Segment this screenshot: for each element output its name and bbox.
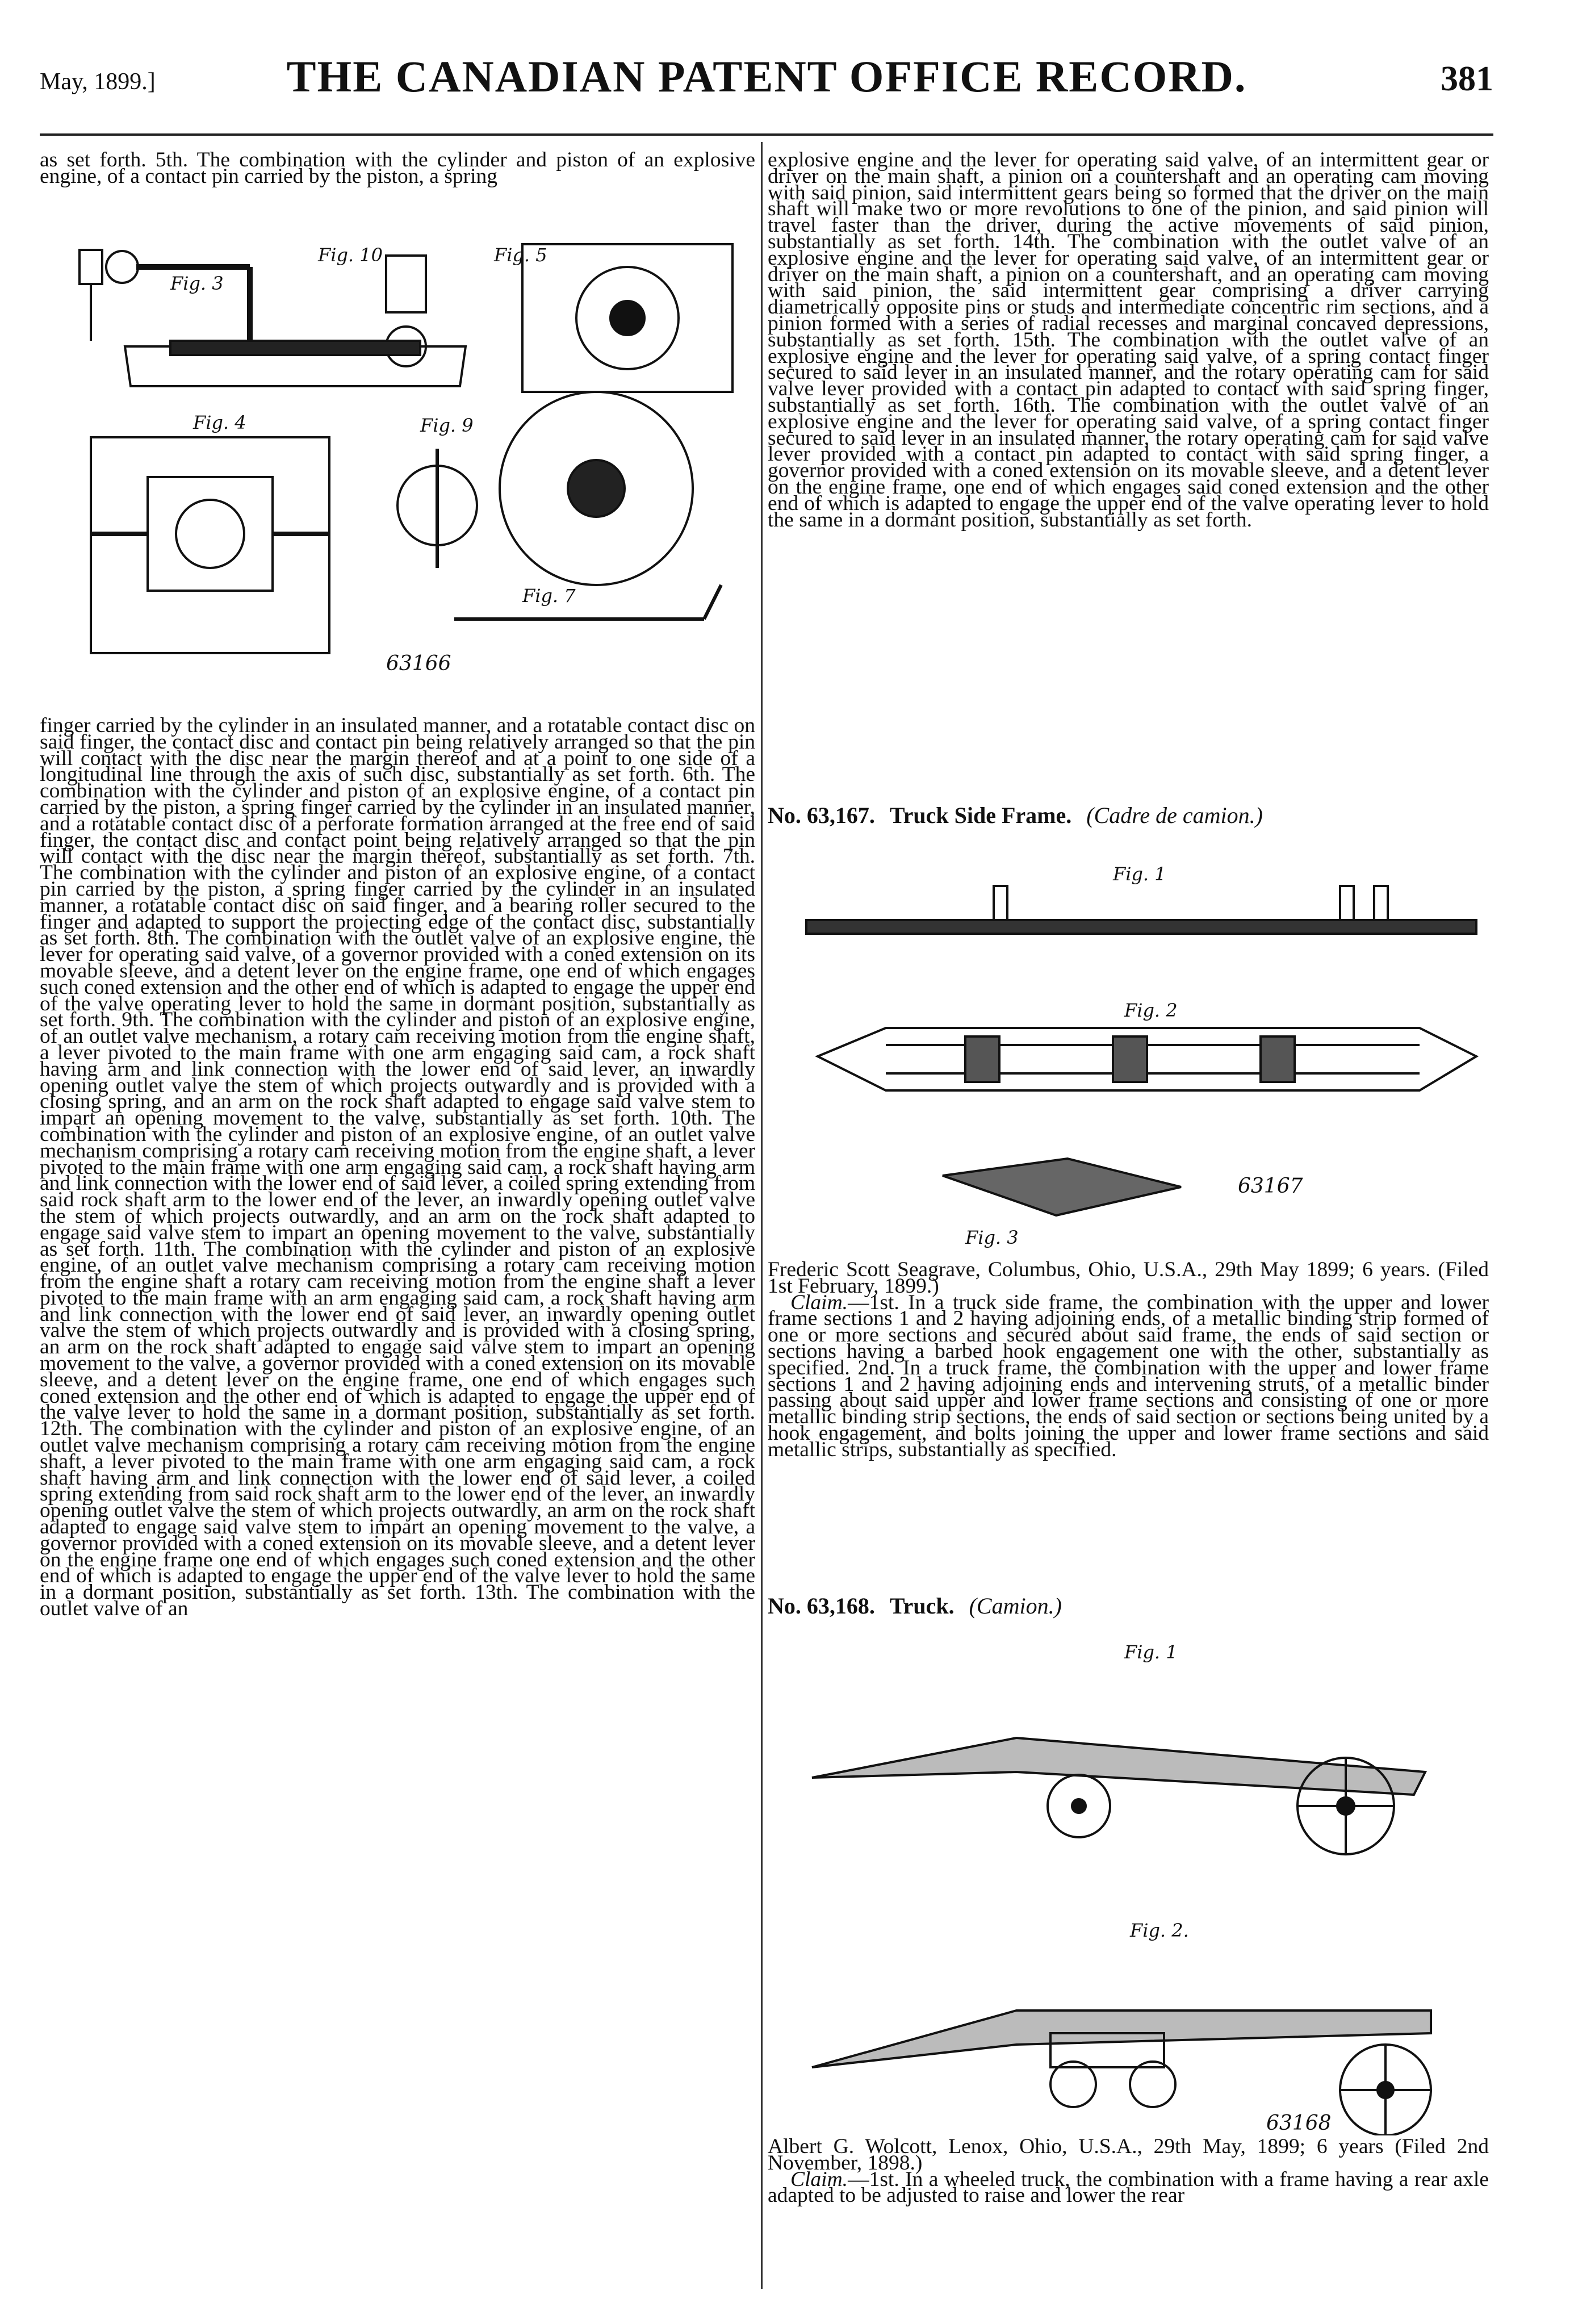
fig-label: Fig. 9 bbox=[420, 415, 474, 436]
fig-label: Fig. 10 bbox=[318, 244, 383, 266]
left-column-top-text bbox=[40, 148, 755, 188]
patent-heading bbox=[768, 1592, 1062, 1619]
truck-figure bbox=[789, 1636, 1493, 2135]
claim-text: —1st. In a wheeled truck, the combination with a frame having a rear axle adapted to be adjusted to raise and lower the rear bbox=[768, 2167, 1489, 2208]
fig-label: Fig. 1 bbox=[1113, 863, 1166, 885]
claims-continuation: explosive engine and the lever for operating said valve, of an intermittent gear or driver on the main shaft, a pinion on a countershaft and an operating cam moving with said pinion, said intermittent gears being so formed that the driver on the main shaft will make two or more revolutions to one of the pinion, and said pinion will travel faster than the driver, during the active movements of said pinion, substantially as set forth. 14th. The combination with the outlet valve of an explosive engine and the lever for operating said valve, of an intermittent gear or driver on the main shaft, a pinion on a countershaft, and an operating cam moving with said pinion, the said intermittent gear comprising a driver carrying diametrically opposite pins or studs and intermediate concentric rim sections, and a pinion formed with a series of radial recesses and marginal concaved depressions, substantially as set forth. 15th. The combination with the outlet valve of an explosive engine and the lever for operating said valve, of a spring contact finger secured to said lever in an insulated manner, and the rotary operating cam for said valve lever provided with a contact pin adapted to contact with said spring finger, substantially as set forth. 16th. The combination with the outlet valve of an explosive engine and the lever for operating said valve, of a spring contact finger secured to said lever in an insulated manner, the rotary operating cam for said valve lever provided with a contact pin adapted to contact with said spring finger, a governor provided with a coned extension on its movable sleeve, and a detent lever on the engine frame, one end of which engages said coned extension and the other end of which is adapted to engage the upper end of the valve operating lever to hold the same in a dormant position, substantially as set forth. bbox=[768, 148, 1489, 532]
valve-body bbox=[79, 250, 102, 284]
truck-side-frame-figure bbox=[795, 863, 1493, 1261]
page-header bbox=[40, 40, 1493, 108]
claim-label: Claim. bbox=[790, 1290, 848, 1314]
claim-continuation-5th: as set forth. 5th. The combination with the cylinder and piston of an explosive engine, of a contact pin carried by the piston, a spring bbox=[40, 148, 755, 188]
fig-label: Fig. 3 bbox=[965, 1227, 1019, 1248]
claim-paragraph bbox=[768, 1290, 1489, 1461]
figure-patent-number: 63168 bbox=[1266, 2112, 1332, 2135]
header-rule bbox=[40, 133, 1493, 136]
claim-paragraph bbox=[768, 2167, 1489, 2208]
fig-label: Fig. 7 bbox=[522, 585, 576, 607]
fig-label: Fig. 2. bbox=[1130, 1920, 1189, 1941]
page-number: 381 bbox=[1441, 60, 1493, 98]
fig-label: Fig. 3 bbox=[170, 273, 224, 294]
fig-label: Fig. 5 bbox=[494, 244, 547, 266]
patent-number: No. 63,167. bbox=[768, 802, 875, 828]
patent-heading bbox=[768, 802, 1263, 829]
patent-title: Truck. bbox=[889, 1593, 955, 1619]
column-divider bbox=[761, 142, 763, 2289]
patent-title: Truck Side Frame. bbox=[889, 802, 1072, 828]
figure-patent-number: 63167 bbox=[1238, 1174, 1303, 1198]
patent-title-french: (Cadre de camion.) bbox=[1086, 802, 1263, 828]
claim-label: Claim. bbox=[790, 2167, 848, 2191]
fig-label: Fig. 2 bbox=[1124, 1000, 1178, 1021]
patent-title-french: (Camion.) bbox=[969, 1593, 1062, 1619]
fig-label: Fig. 4 bbox=[193, 412, 246, 433]
claims-text: finger carried by the cylinder in an insulated manner, and a rotatable contact disc on said finger, the contact disc and contact pin being relatively arranged so that the pin will contact with the disc near the margin thereof and at a point to one side of a longitudinal line through the axis of such disc, substantially as set forth. 6th. The combination with the cylinder and piston of an explosive engine, of a contact pin carried by the piston, a spring finger carried by the cylinder in an insulated manner, and a rotatable contact disc of a perforate formation arranged at the free end of said finger, the contact disc and contact point being relatively arranged so that the pin will contact with the disc near the margin thereof, substantially as set forth. 7th. The combination with the cylinder and piston of an explosive engine, of a contact pin carried by the piston, a spring finger carried by the cylinder in an insulated manner, a rotatable contact disc on said finger, and a bearing roller secured to the finger and adapted to support the projecting edge of the contact disc, substantially as set forth. 8th. The combination with the outlet valve of an explosive engine, the lever for operating said valve, of a governor provided with a coned extension on its movable sleeve, and a detent lever on the engine frame, one end of which engages such coned extension and the other end of which is adapted to engage the upper end of the valve operating lever to hold the same in dormant position, substantially as set forth. 9th. The combination with the cylinder and piston of an explosive engine, of an outlet valve mechanism, a rotary cam receiving motion from the engine shaft, a lever pivoted to the main frame with one arm engaging said cam, a rock shaft having arm and link connection with the lower end of said lever, an inwardly opening outlet valve the stem of which projects outwardly and is provided with a closing spring, and an arm on the rock shaft adapted to engage said valve stem to impart an opening movement to the valve, substantially as set forth. 10th. The combination with the cylinder and piston of an explosive engine, of an outlet valve mechanism comprising a rotary cam receiving motion from the engine shaft, a lever pivoted to the main frame with one arm engaging said cam, a rock shaft having arm and link connection with the lower end of said lever, a coiled spring extending from said rock shaft arm to the lower end of the lever, an inwardly opening outlet valve the stem of which projects outwardly, and an arm on the rock shaft adapted to engage said valve stem to impart an opening movement to the valve, substantially as set forth. 11th. The combination with the cylinder and piston of an explosive engine, of an outlet valve mechanism comprising a rotary cam receiving motion from the engine shaft a rotary cam receiving motion from the engine shaft a lever pivoted to the main frame with an arm engaging said cam, a rock shaft having arm and link connection with the lower end of said lever, an inwardly opening outlet valve the stem of which projects outwardly and is provided with a closing spring, an arm on the rock shaft adapted to engage said valve stem to impart an opening movement to the valve, a governor provided with a coned extension on its movable sleeve, and a detent lever on the engine frame, one end of which engages such coned extension and the other end of which is adapted to engage the upper end of the valve lever to hold the same in a dormant position, substantially as set forth. 12th. The combination with the cylinder and piston of an explosive engine, of an outlet valve mechanism comprising a rotary cam receiving motion from the engine shaft, a lever pivoted to the main frame with one arm engaging said cam, a rock shaft having arm and link connection with the lower end of said lever, a coiled spring extending from said rock shaft arm to the lower end of the lever, an inwardly opening outlet valve the stem of which projects outwardly, an arm on the rock shaft adapted to engage said valve stem to impart an opening movement to the valve, a governor provided with a coned extension on its movable sleeve, and a detent lever on the engine frame one end of which engages such coned extension and the other end of which is adapted to engage the upper end of the valve lever to hold the same in a dormant position, substantially as set forth. 13th. The combination with the outlet valve of an bbox=[40, 714, 755, 1621]
inventor-line: Frederic Scott Seagrave, Columbus, Ohio, U.S.A., 29th May 1899; 6 years. (Filed 1st February, 1899.) bbox=[768, 1258, 1489, 1298]
engine-patent-figure bbox=[68, 233, 750, 676]
gauge-circle bbox=[106, 251, 138, 283]
publication-title: THE CANADIAN PATENT OFFICE RECORD. bbox=[286, 52, 1247, 101]
inventor-line: Albert G. Wolcott, Lenox, Ohio, U.S.A., 29th May, 1899; 6 years (Filed 2nd November, 1898.) bbox=[768, 2135, 1489, 2175]
issue-date: May, 1899.] bbox=[40, 69, 156, 95]
figure-patent-number: 63166 bbox=[386, 652, 451, 675]
right-column-top-text bbox=[768, 148, 1489, 532]
patent-168-text bbox=[768, 2135, 1489, 2208]
patent-167-text bbox=[768, 1258, 1489, 1461]
left-column-body bbox=[40, 714, 755, 1621]
patent-number: No. 63,168. bbox=[768, 1593, 875, 1619]
fig-label: Fig. 1 bbox=[1124, 1641, 1178, 1663]
claim-text: —1st. In a truck side frame, the combination with the upper and lower frame sections 1 and 2 having adjoining ends, of a metallic binding strip formed of one or more sections and secured about said frame, the ends of said section or sections having a barbed hook engagement one with the other, substantially as specified. 2nd. In a truck frame, the combination with the upper and lower frame sections 1 and 2 having adjoining ends and intervening struts, of a metallic binder passing about said upper and lower frame sections and consisting of one or more metallic binding strip sections, the ends of said section or sections being united by a hook engagement, and bolts joining the upper and lower frame sections and said metallic strips, substantially as specified. bbox=[768, 1290, 1489, 1461]
